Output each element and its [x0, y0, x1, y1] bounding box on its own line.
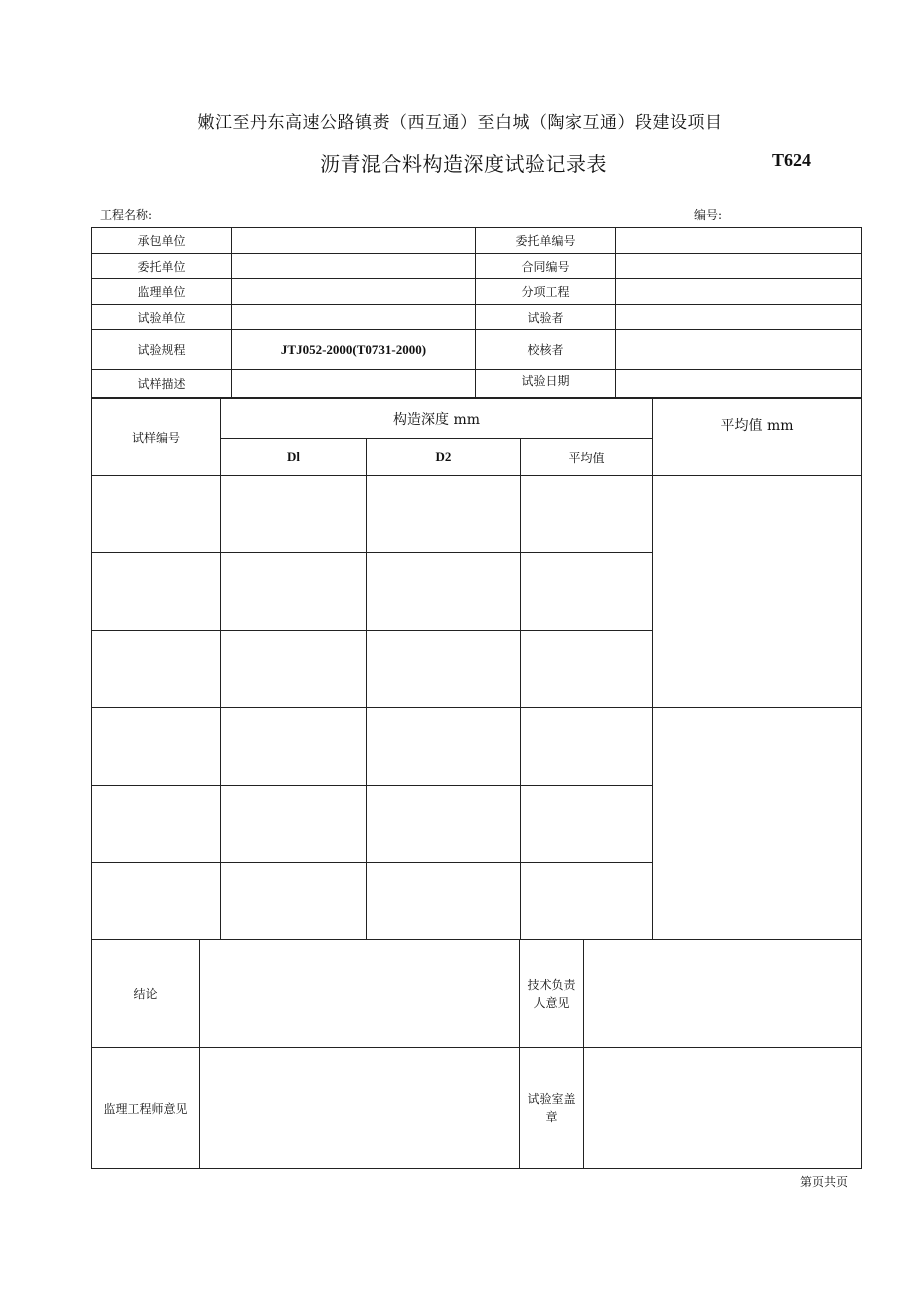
row-avg-cell[interactable] [521, 786, 653, 863]
d1-cell[interactable] [221, 476, 367, 553]
conclusion-label: 结论 [92, 940, 200, 1048]
d2-cell[interactable] [367, 786, 521, 863]
info-value-test-date[interactable] [616, 370, 862, 398]
row-avg-cell[interactable] [521, 863, 653, 940]
info-row [92, 305, 862, 330]
info-label-tester: 试验者 [476, 305, 616, 330]
info-label-sample-desc: 试样描述 [92, 370, 232, 398]
info-value-client[interactable] [232, 254, 476, 279]
data-table [91, 398, 862, 940]
group-avg-cell[interactable] [653, 708, 862, 940]
group-avg-cell[interactable] [653, 476, 862, 708]
d2-cell[interactable] [367, 631, 521, 708]
row-avg-cell[interactable] [521, 631, 653, 708]
sample-no-cell[interactable] [92, 631, 221, 708]
sample-no-cell[interactable] [92, 553, 221, 631]
info-label-checker: 校核者 [476, 330, 616, 370]
sample-no-header: 试样编号 [92, 399, 221, 476]
form-title: 沥青混合料构造深度试验记录表 [320, 152, 607, 176]
info-value-contractor[interactable] [232, 228, 476, 254]
d2-cell[interactable] [367, 476, 521, 553]
info-label-contract-no: 合同编号 [476, 254, 616, 279]
supervisor-field[interactable] [200, 1048, 520, 1169]
signoff-table [91, 939, 862, 1169]
sample-no-cell[interactable] [92, 708, 221, 786]
info-row [92, 279, 862, 305]
d2-cell[interactable] [367, 553, 521, 631]
lab-seal-label: 试验室盖章 [520, 1048, 584, 1169]
tech-lead-label: 技术负责人意见 [520, 940, 584, 1048]
supervisor-label: 监理工程师意见 [92, 1048, 200, 1169]
avg-header: 平均值 mm [653, 399, 862, 476]
page-number: 第页共页 [800, 1175, 849, 1189]
info-label-supervisor-unit: 监理单位 [92, 279, 232, 305]
info-value-tester[interactable] [616, 305, 862, 330]
info-value-sub-project[interactable] [616, 279, 862, 305]
info-value-contract-no[interactable] [616, 254, 862, 279]
info-label-contractor: 承包单位 [92, 228, 232, 254]
info-value-sample-desc[interactable] [232, 370, 476, 398]
row-avg-cell[interactable] [521, 708, 653, 786]
d1-cell[interactable] [221, 631, 367, 708]
info-label-client: 委托单位 [92, 254, 232, 279]
sample-no-cell[interactable] [92, 786, 221, 863]
d1-header: Dl [221, 439, 367, 476]
d2-cell[interactable] [367, 708, 521, 786]
d1-cell[interactable] [221, 863, 367, 940]
info-label-order-no: 委托单编号 [476, 228, 616, 254]
row-avg-cell[interactable] [521, 476, 653, 553]
row-avg-cell[interactable] [521, 553, 653, 631]
info-label-test-date: 试验日期 [476, 370, 616, 398]
d1-cell[interactable] [221, 786, 367, 863]
info-value-order-no[interactable] [616, 228, 862, 254]
info-row [92, 370, 862, 398]
d1-cell[interactable] [221, 708, 367, 786]
info-label-test-standard: 试验规程 [92, 330, 232, 370]
table-row [92, 708, 862, 786]
info-value-test-standard[interactable]: JTJ052-2000(T0731-2000) [232, 330, 476, 370]
d2-cell[interactable] [367, 863, 521, 940]
info-row [92, 228, 862, 254]
tech-lead-field[interactable] [584, 940, 862, 1048]
d2-header: D2 [367, 439, 521, 476]
number-label: 编号: [694, 208, 723, 222]
lab-seal-field[interactable] [584, 1048, 862, 1169]
project-name-label: 工程名称: [100, 208, 153, 222]
info-value-test-unit[interactable] [232, 305, 476, 330]
info-value-supervisor-unit[interactable] [232, 279, 476, 305]
info-value-checker[interactable] [616, 330, 862, 370]
info-label-test-unit: 试验单位 [92, 305, 232, 330]
table-row [92, 476, 862, 553]
info-row [92, 254, 862, 279]
info-table [91, 227, 862, 398]
depth-header: 构造深度 mm [221, 399, 653, 439]
sample-no-cell[interactable] [92, 476, 221, 553]
d1-cell[interactable] [221, 553, 367, 631]
project-title: 嫩江至丹东高速公路镇赉（西互通）至白城（陶家互通）段建设项目 [197, 113, 723, 133]
info-label-sub-project: 分项工程 [476, 279, 616, 305]
row-avg-header: 平均值 [521, 439, 653, 476]
conclusion-field[interactable] [200, 940, 520, 1048]
sample-no-cell[interactable] [92, 863, 221, 940]
info-row [92, 330, 862, 370]
form-code: T624 [772, 150, 812, 170]
